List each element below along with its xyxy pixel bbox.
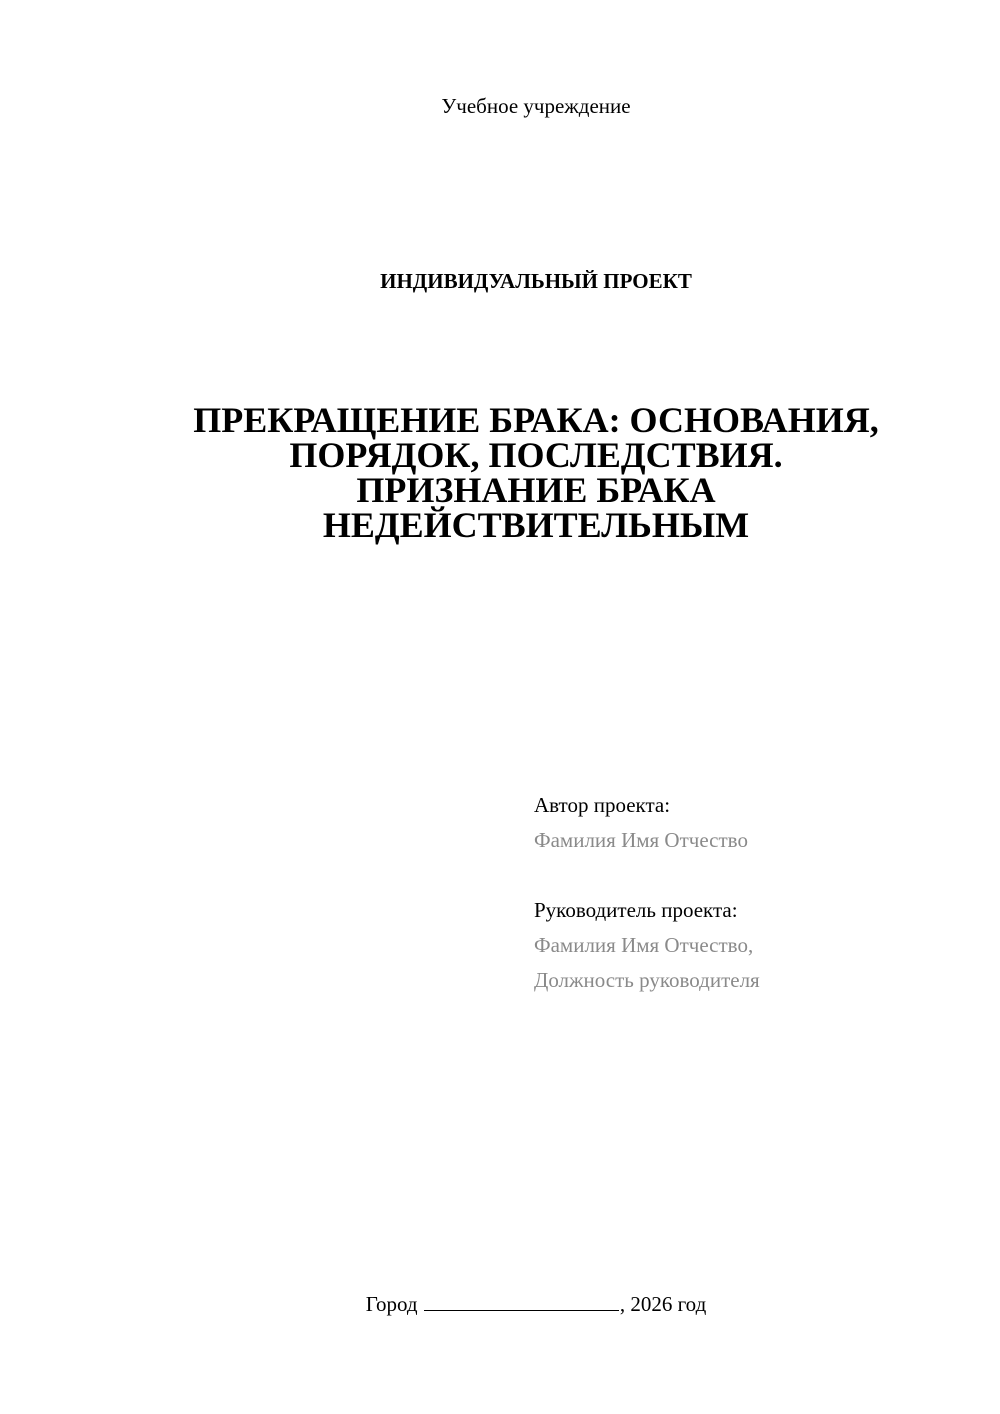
title-line: ПРИЗНАНИЕ БРАКА [356,470,716,510]
supervisor-label: Руководитель проекта: [534,898,738,922]
title-line: ПРЕКРАЩЕНИЕ БРАКА: ОСНОВАНИЯ, [193,400,879,440]
credits-spacer [534,858,974,893]
year-text: , 2026 год [619,1292,707,1316]
title-line: НЕДЕЙСТВИТЕЛЬНЫМ [322,505,750,545]
credits-block [534,788,974,998]
title-line: ПОРЯДОК, ПОСЛЕДСТВИЯ. [289,435,783,475]
supervisor-name: Фамилия Имя Отчество, [534,933,754,957]
project-type-heading: ИНДИВИДУАЛЬНЫЙ ПРОЕКТ [380,269,692,293]
city-blank-line [424,1290,619,1311]
author-name: Фамилия Имя Отчество [534,828,748,852]
project-title [120,400,952,545]
institution-name: Учебное учреждение [441,94,631,118]
author-label: Автор проекта: [534,793,671,817]
city-label: Город [365,1292,418,1316]
supervisor-position: Должность руководителя [534,968,760,992]
city-year-line [0,1290,1000,1318]
